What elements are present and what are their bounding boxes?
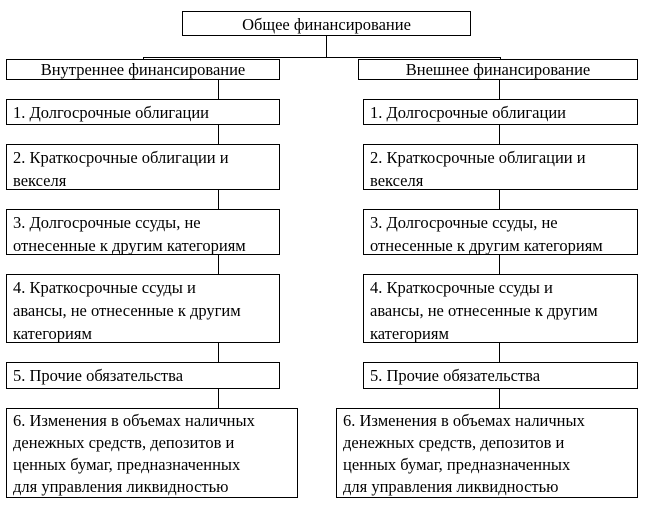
right-item-6-line-3: ценных бумаг, предназначенных xyxy=(343,455,571,474)
right-item-5-line-1: 5. Прочие обязательства xyxy=(370,366,541,385)
connector-left-3 xyxy=(218,189,219,209)
right-item-2 xyxy=(363,144,638,190)
right-item-4-line-3: категориям xyxy=(370,324,449,343)
right-item-6-line-2: денежных средств, депозитов и xyxy=(343,433,565,452)
left-item-6 xyxy=(6,408,298,498)
connector-left-2 xyxy=(218,124,219,144)
left-header-label: Внутреннее финансирование xyxy=(40,60,246,79)
left-item-4-line-3: категориям xyxy=(13,324,92,343)
left-item-1-line-1: 1. Долгосрочные облигации xyxy=(13,103,209,122)
left-header-box xyxy=(6,59,280,80)
right-header-box xyxy=(358,59,638,80)
connector-root-down xyxy=(326,35,327,58)
connector-right-4 xyxy=(499,254,500,274)
left-item-6-line-3: ценных бумаг, предназначенных xyxy=(13,455,241,474)
right-item-1-line-1: 1. Долгосрочные облигации xyxy=(370,103,566,122)
right-item-5 xyxy=(363,362,638,389)
left-item-3 xyxy=(6,209,280,255)
right-item-2-line-1: 2. Краткосрочные облигации и xyxy=(370,148,586,167)
connector-left-6 xyxy=(218,388,219,408)
left-item-6-line-2: денежных средств, депозитов и xyxy=(13,433,235,452)
root-label: Общее финансирование xyxy=(242,15,411,34)
right-item-4-line-2: авансы, не отнесенные к другим xyxy=(370,301,598,320)
left-item-4-line-2: авансы, не отнесенные к другим xyxy=(13,301,241,320)
left-item-3-line-2: отнесенные к другим категориям xyxy=(13,236,246,255)
right-item-3-line-2: отнесенные к другим категориям xyxy=(370,236,603,255)
right-item-4 xyxy=(363,274,638,343)
left-item-2-line-1: 2. Краткосрочные облигации и xyxy=(13,148,229,167)
left-item-4-line-1: 4. Краткосрочные ссуды и xyxy=(13,278,196,297)
left-item-2-line-2: векселя xyxy=(13,171,67,190)
left-item-5-line-1: 5. Прочие обязательства xyxy=(13,366,184,385)
left-item-4 xyxy=(6,274,280,343)
connector-branch-horizontal xyxy=(143,57,501,58)
right-item-4-line-1: 4. Краткосрочные ссуды и xyxy=(370,278,553,297)
connector-right-3 xyxy=(499,189,500,209)
right-item-6 xyxy=(336,408,638,498)
left-item-2 xyxy=(6,144,280,190)
connector-right-6 xyxy=(499,388,500,408)
connector-right-2 xyxy=(499,124,500,144)
right-item-2-line-2: векселя xyxy=(370,171,424,190)
left-item-6-line-1: 6. Изменения в объемах наличных xyxy=(13,411,255,430)
right-item-1 xyxy=(363,99,638,125)
right-item-3-line-1: 3. Долгосрочные ссуды, не xyxy=(370,213,558,232)
connector-right-5 xyxy=(499,342,500,362)
left-item-3-line-1: 3. Долгосрочные ссуды, не xyxy=(13,213,201,232)
left-item-5 xyxy=(6,362,280,389)
root-box xyxy=(182,11,471,36)
right-item-6-line-4: для управления ликвидностью xyxy=(343,477,559,496)
left-item-1 xyxy=(6,99,280,125)
connector-right-1 xyxy=(499,79,500,99)
right-header-label: Внешнее финансирование xyxy=(405,60,591,79)
left-item-6-line-4: для управления ликвидностью xyxy=(13,477,229,496)
connector-left-4 xyxy=(218,254,219,274)
right-item-3 xyxy=(363,209,638,255)
connector-left-5 xyxy=(218,342,219,362)
right-item-6-line-1: 6. Изменения в объемах наличных xyxy=(343,411,585,430)
connector-left-1 xyxy=(218,79,219,99)
